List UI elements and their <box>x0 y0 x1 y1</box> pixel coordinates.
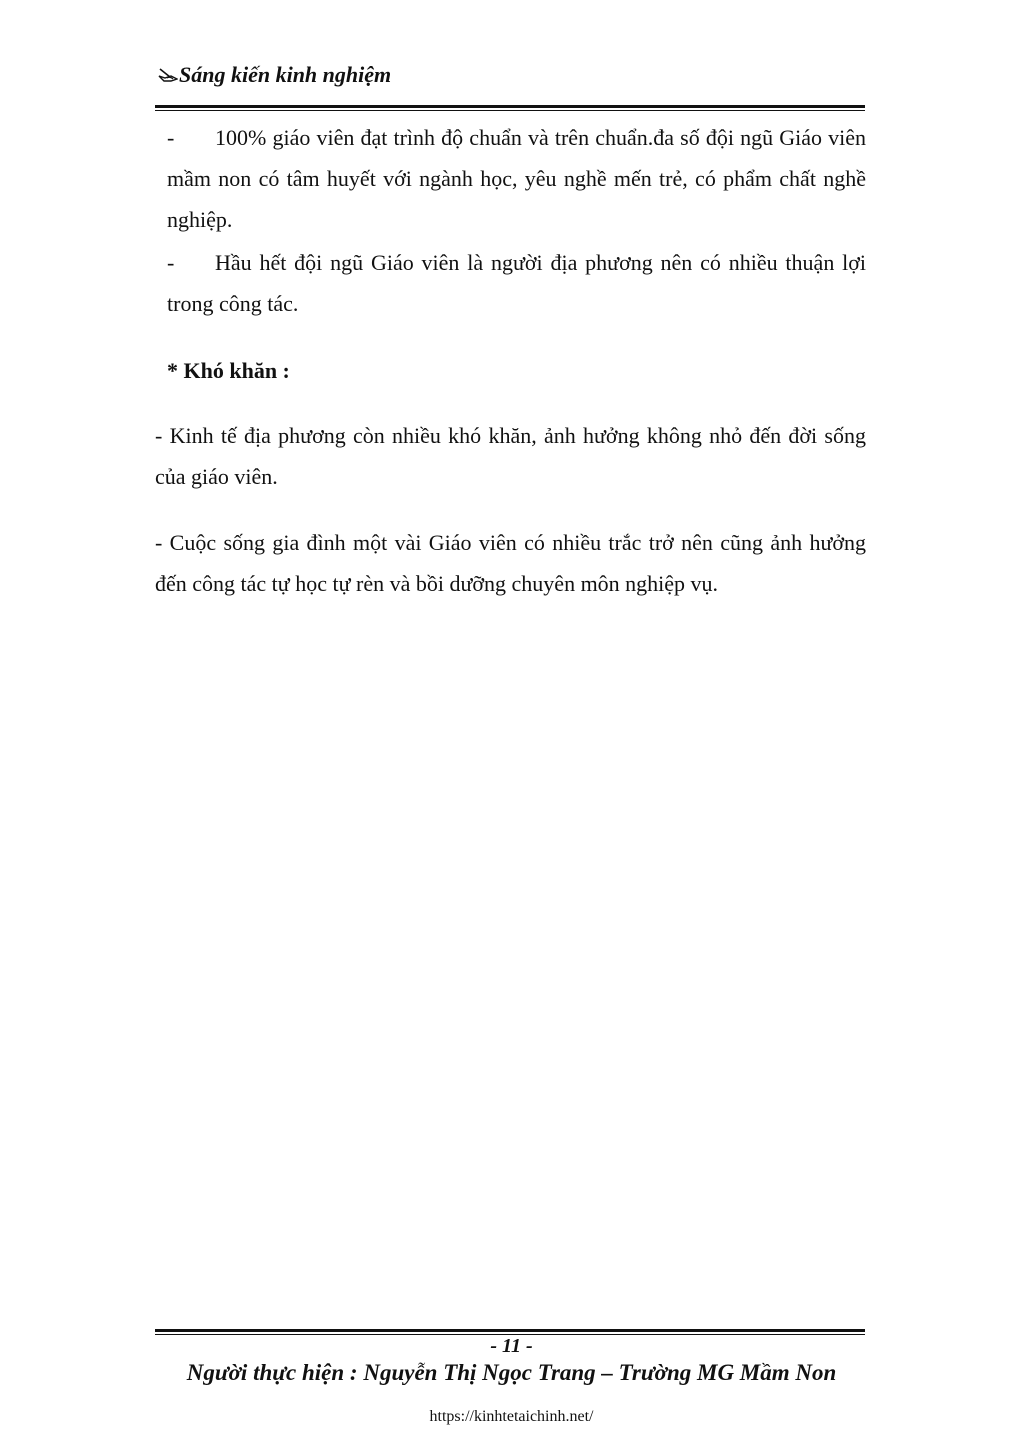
section-heading-difficulties: * Khó khăn : <box>167 358 290 383</box>
bullet-text: Hầu hết đội ngũ Giáo viên là người địa phương nên có nhiều thuận lợi trong công tác. <box>167 250 866 316</box>
header-title: Sáng kiến kinh nghiệm <box>179 62 392 87</box>
bullet-paragraph-local-teachers <box>167 242 866 324</box>
header-divider <box>155 105 865 111</box>
footer-author-line: Người thực hiện : Nguyễn Thị Ngọc Trang – Trường MG Mầm Non <box>186 1360 837 1385</box>
writing-hand-icon <box>158 61 178 77</box>
bullet-dash: - <box>167 250 175 275</box>
bullet-dash: - <box>167 125 175 150</box>
bullet-text: 100% giáo viên đạt trình độ chuẩn và trên chuẩn.đa số đội ngũ Giáo viên mầm non có tâm huyết với ngành học, yêu nghề mến trẻ, có phẩm chất nghề nghiệp. <box>167 125 866 232</box>
page-header <box>158 60 391 90</box>
paragraph-local-economy: - Kinh tế địa phương còn nhiều khó khăn, ảnh hưởng không nhỏ đến đời sống của giáo viên. <box>155 423 866 489</box>
bullet-paragraph-qualified-teachers <box>167 117 866 240</box>
paragraph-family-life: - Cuộc sống gia đình một vài Giáo viên có nhiều trắc trở nên cũng ảnh hưởng đến công tác tự học tự rèn và bồi dưỡng chuyên môn nghiệp vụ. <box>155 530 866 596</box>
source-url: https://kinhtetaichinh.net/ <box>429 1408 594 1425</box>
page-number: - 11 - <box>490 1335 533 1357</box>
